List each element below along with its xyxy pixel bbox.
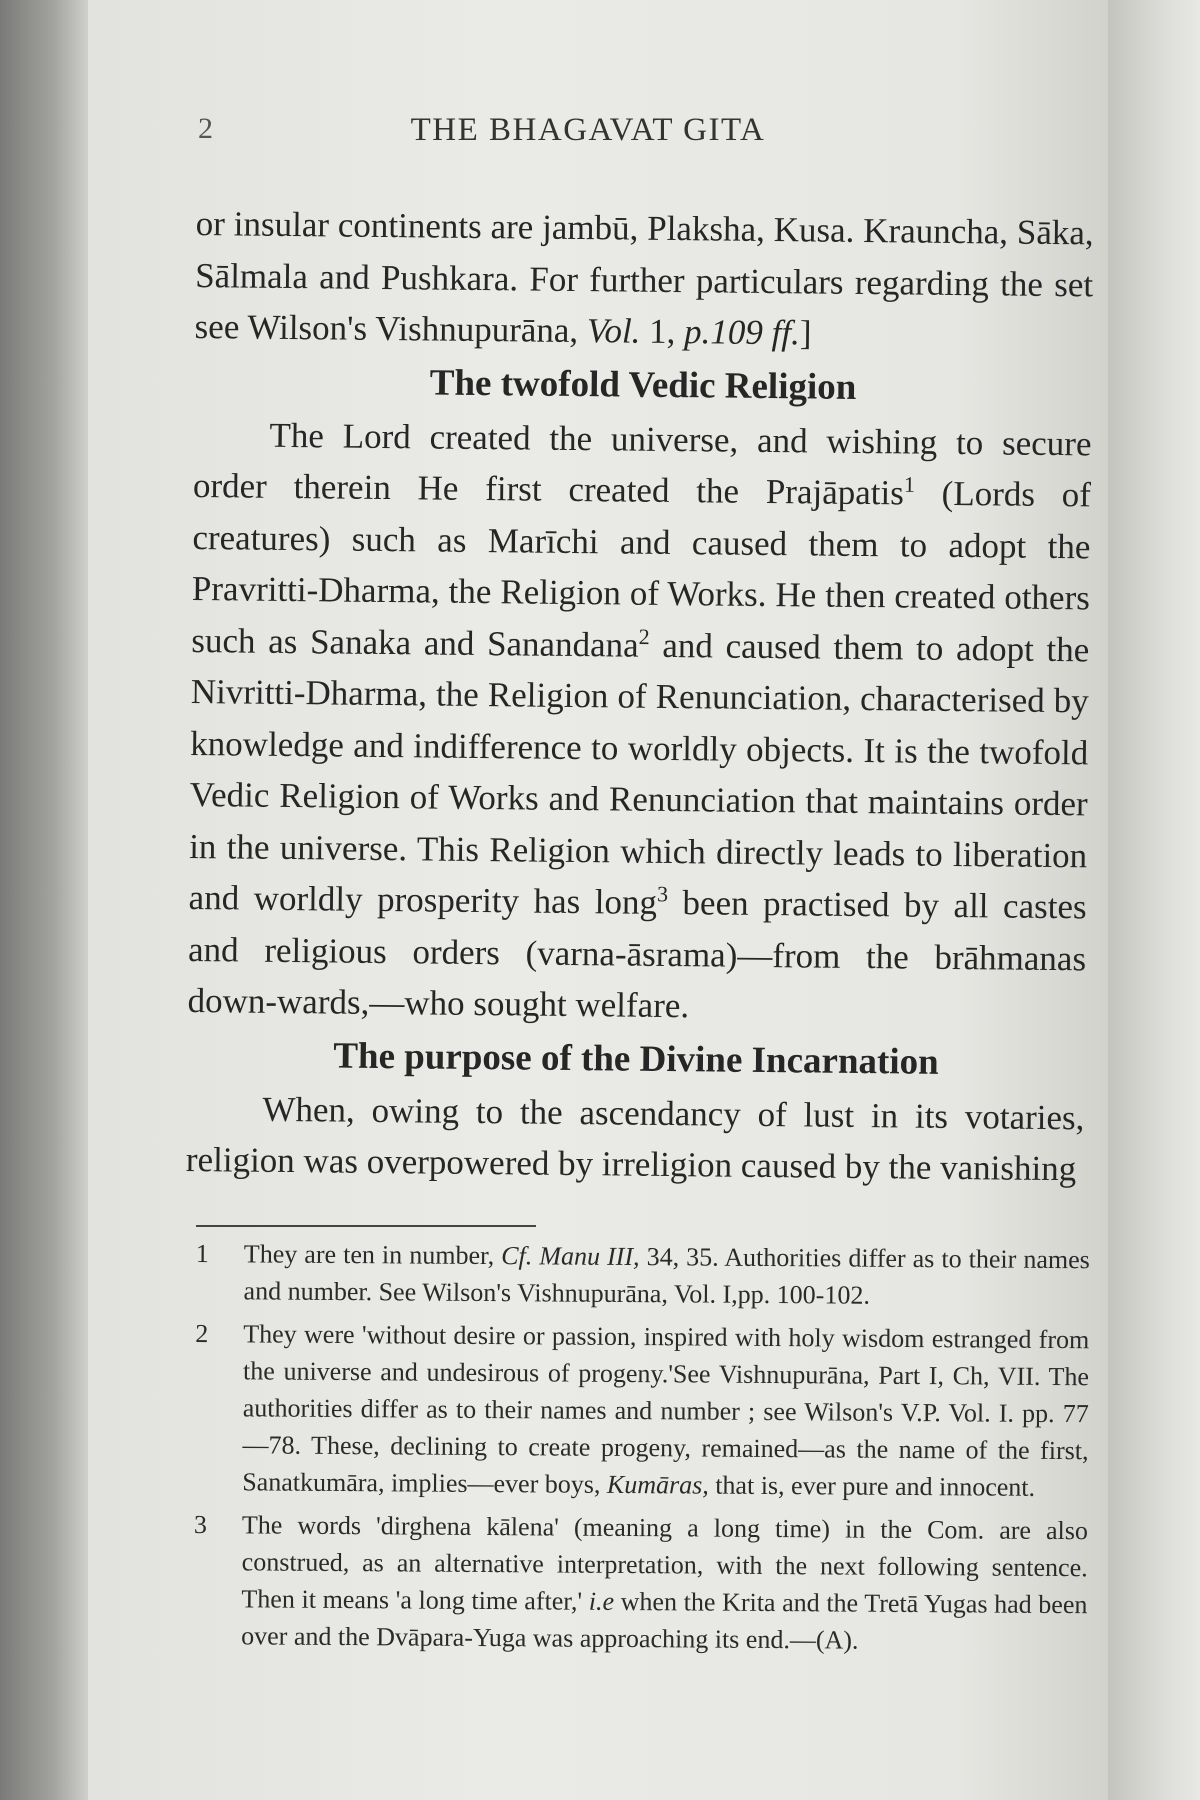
footnote-2 bbox=[194, 1315, 1089, 1506]
footnote-1-text-b: 34, 35. Authorities differ as to their names and number. See Wilson's Vishnupurāna, Vol. I,pp. 100-102. bbox=[243, 1242, 1090, 1310]
footnote-text bbox=[242, 1315, 1089, 1506]
section-heading-vedic-religion: The twofold Vedic Religion bbox=[429, 361, 857, 408]
footnote-2-text-a: They were 'without desire or passion, inspired with holy wisdom estranged from the universe and undesirous of progeny.'See Vishnupurāna, Part I, Ch, VII. The authorities differ as to their names and number ; see Wilson's V.P. Vol. I. pp. 77—78. These, declining to create progeny, remained—as the name of the first, Sanatkumāra, implies—ever boys, bbox=[242, 1319, 1090, 1499]
para1-text-3: and caused them to adopt the Nivritti-Dharma, the Religion of Renunciation, characterised by knowledge and indifference to worldly objects. It is the twofold Vedic Religion of Works and Renunciation that maintains order in the universe. This Religion which directly leads to liberation and worldly prosperity has long bbox=[188, 625, 1090, 922]
footnote-number: 3 bbox=[193, 1509, 208, 1540]
footnote-text bbox=[241, 1506, 1088, 1660]
footnote-number: 2 bbox=[195, 1318, 209, 1349]
footnotes bbox=[193, 1235, 1090, 1666]
intro-text-a: or insular continents are jambū, Plaksha, Kusa. Krauncha, Sāka, Sālmala and Pushkara. For further particulars regarding the set see Wilson's Vishnupurāna, bbox=[194, 203, 1094, 351]
intro-paragraph bbox=[194, 198, 1094, 362]
intro-italic-a: Vol. bbox=[586, 311, 641, 351]
footnote-3 bbox=[193, 1506, 1088, 1660]
background-margin-right bbox=[1108, 0, 1200, 1800]
intro-text-b: 1, bbox=[640, 311, 685, 352]
intro-text-c: ] bbox=[799, 313, 812, 353]
footnote-2-italic: Kumāras, bbox=[606, 1469, 709, 1500]
main-text bbox=[186, 198, 1094, 1195]
footnote-1 bbox=[195, 1235, 1089, 1315]
paragraph-vedic-religion bbox=[187, 408, 1091, 1035]
footnote-3-text-b: when the Krita and the Tretā Yugas had been over and the Dvāpara-Yuga was approaching its end.—(A). bbox=[241, 1586, 1088, 1655]
para1-text-1: The Lord created the universe, and wishing to secure order therein He first created the Prajāpatis bbox=[192, 415, 1092, 513]
footnote-divider bbox=[196, 1225, 536, 1227]
background-margin-left bbox=[0, 0, 88, 1800]
running-title: THE BHAGAVAT GITA bbox=[410, 112, 766, 148]
footnote-ref-3: 3 bbox=[656, 881, 669, 907]
paragraph-divine-incarnation: When, owing to the ascendancy of lust in its votaries, religion was overpowered by irreligion caused by the vanishing bbox=[185, 1089, 1085, 1189]
para1-text-4: been practised by all castes and religious orders (varna-āsrama)—from the brāhmanas down-wards,—who sought welfare. bbox=[187, 882, 1087, 1026]
footnote-3-italic: i.e bbox=[588, 1586, 615, 1616]
footnote-ref-2: 2 bbox=[638, 623, 650, 649]
page-number: 2 bbox=[198, 112, 213, 145]
footnote-number: 1 bbox=[195, 1238, 209, 1269]
intro-italic-b: p.109 ff. bbox=[683, 312, 801, 353]
footnote-2-text-b: that is, ever pure and innocent. bbox=[708, 1470, 1036, 1502]
footnote-1-italic: Cf. Manu III, bbox=[501, 1241, 640, 1272]
page-header bbox=[198, 112, 978, 152]
footnote-1-text-a: They are ten in number, bbox=[243, 1239, 502, 1271]
footnote-3-text-a: The words 'dirghena kālena' (meaning a long time) in the Com. are also construed, as an alternative interpretation, with the next following sentence. Then it means 'a long time after,' bbox=[241, 1510, 1089, 1616]
book-page bbox=[88, 0, 1108, 1800]
footnote-ref-1: 1 bbox=[903, 471, 916, 497]
section-heading-divine-incarnation: The purpose of the Divine Incarnation bbox=[333, 1034, 939, 1083]
para1-text-2: (Lords of creatures) such as Marīchi and caused them to adopt the Pravritti-Dharma, the Religion of Works. He then created others such as Sanaka and Sanandana bbox=[191, 473, 1092, 665]
footnote-text bbox=[243, 1235, 1089, 1315]
